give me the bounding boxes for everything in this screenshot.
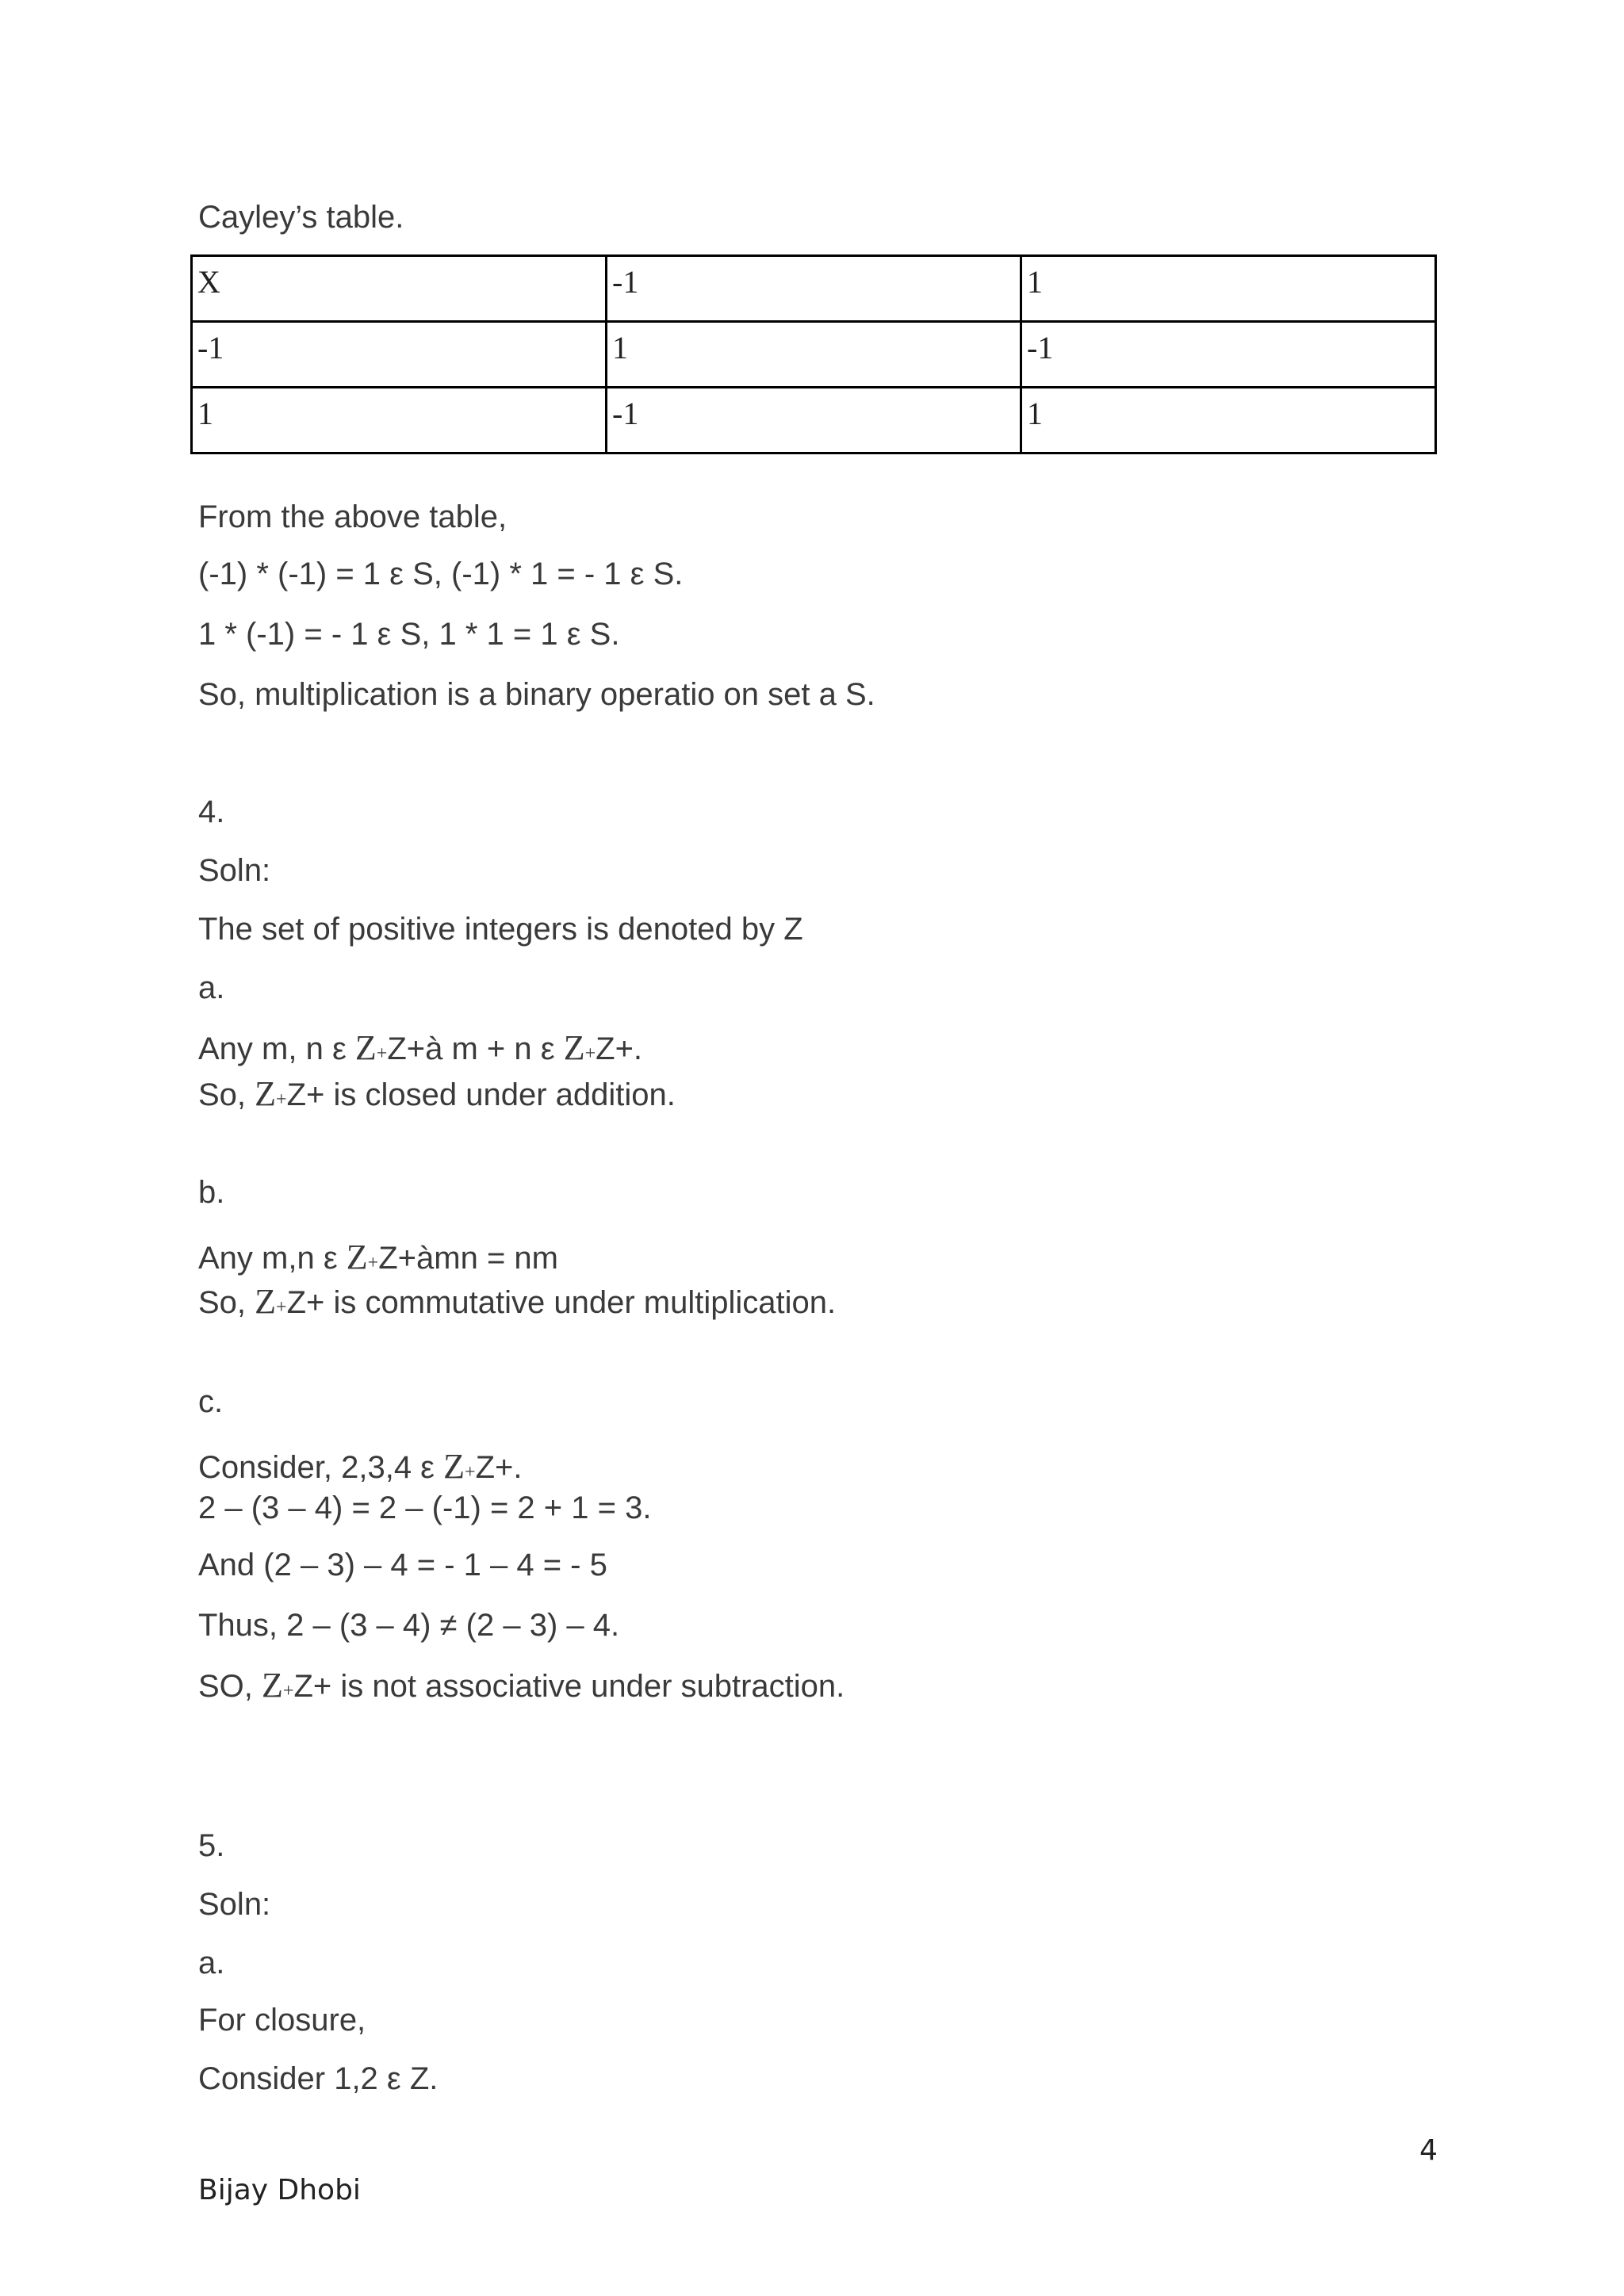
z-subscript: + bbox=[276, 1089, 287, 1110]
z-subscript: + bbox=[367, 1253, 379, 1273]
q4-b-label: b. bbox=[198, 1175, 225, 1210]
table-row bbox=[192, 322, 1436, 388]
text-segment: Z+. bbox=[475, 1450, 523, 1485]
table-cell: -1 bbox=[192, 322, 607, 388]
text-segment: Z+àmn = nm bbox=[378, 1241, 558, 1276]
q5-number: 5. bbox=[198, 1828, 225, 1863]
z-symbol: Z bbox=[262, 1666, 283, 1705]
q4-b-line2 bbox=[198, 1283, 836, 1326]
q4-statement: The set of positive integers is denoted by Z bbox=[198, 912, 803, 947]
table-cell: -1 bbox=[607, 388, 1021, 453]
cayley-table bbox=[190, 254, 1437, 454]
table-cell: 1 bbox=[1021, 388, 1436, 453]
z-symbol: Z bbox=[563, 1028, 585, 1067]
text-segment: So, bbox=[198, 1285, 255, 1320]
table-row bbox=[192, 256, 1436, 322]
q4-c-label: c. bbox=[198, 1384, 224, 1419]
table-cell: -1 bbox=[607, 256, 1021, 322]
q3-line1: (-1) * (-1) = 1 ε S, (-1) * 1 = - 1 ε S. bbox=[198, 557, 684, 591]
z-subscript: + bbox=[276, 1297, 287, 1318]
text-segment: Any m, n ε bbox=[198, 1031, 355, 1066]
q5-consider: Consider 1,2 ε Z. bbox=[198, 2061, 439, 2096]
z-subscript: + bbox=[376, 1043, 388, 1064]
text-segment: Consider, 2,3,4 ε bbox=[198, 1450, 444, 1485]
q5-a-label: a. bbox=[198, 1946, 225, 1980]
table-cell: 1 bbox=[1021, 256, 1436, 322]
q4-c-line1 bbox=[198, 1448, 522, 1491]
z-subscript: + bbox=[282, 1681, 294, 1701]
q4-a-line2 bbox=[198, 1075, 676, 1119]
q3-intro: From the above table, bbox=[198, 499, 508, 534]
q3-conclusion: So, multiplication is a binary operatio on set a S. bbox=[198, 677, 875, 712]
q4-c-line3: And (2 – 3) – 4 = - 1 – 4 = - 5 bbox=[198, 1548, 607, 1582]
z-symbol: Z bbox=[255, 1282, 277, 1321]
q3-line2: 1 * (-1) = - 1 ε S, 1 * 1 = 1 ε S. bbox=[198, 617, 620, 652]
table-cell: 1 bbox=[607, 322, 1021, 388]
q4-soln: Soln: bbox=[198, 853, 271, 888]
q5-soln: Soln: bbox=[198, 1887, 271, 1922]
z-symbol: Z bbox=[443, 1447, 465, 1486]
table-cell: 1 bbox=[192, 388, 607, 453]
q4-a-line1 bbox=[198, 1029, 642, 1073]
q5-closure: For closure, bbox=[198, 2003, 366, 2038]
page-number: 4 bbox=[1419, 2134, 1438, 2167]
z-symbol: Z bbox=[255, 1074, 277, 1113]
q4-c-line5 bbox=[198, 1667, 845, 1710]
table-row bbox=[192, 388, 1436, 453]
text-segment: Z+ is commutative under multiplication. bbox=[286, 1285, 837, 1320]
z-subscript: + bbox=[465, 1462, 476, 1483]
q4-c-line4: Thus, 2 – (3 – 4) ≠ (2 – 3) – 4. bbox=[198, 1608, 620, 1643]
text-segment: Z+ is closed under addition. bbox=[286, 1077, 676, 1112]
z-symbol: Z bbox=[354, 1028, 377, 1067]
q4-c-line2: 2 – (3 – 4) = 2 – (-1) = 2 + 1 = 3. bbox=[198, 1490, 652, 1525]
text-segment: Z+à m + n ε bbox=[387, 1031, 564, 1066]
q4-number: 4. bbox=[198, 794, 225, 829]
z-subscript: + bbox=[584, 1043, 596, 1064]
text-segment: So, bbox=[198, 1077, 255, 1112]
footer-author: Bijay Dhobi bbox=[198, 2174, 361, 2206]
text-segment: Z+ is not associative under subtraction. bbox=[293, 1669, 845, 1704]
z-symbol: Z bbox=[346, 1238, 368, 1276]
table-cell: X bbox=[192, 256, 607, 322]
q4-a-label: a. bbox=[198, 970, 225, 1005]
text-segment: Any m,n ε bbox=[198, 1241, 347, 1276]
text-segment: Z+. bbox=[596, 1031, 643, 1066]
table-caption: Cayley’s table. bbox=[198, 200, 404, 235]
table-cell: -1 bbox=[1021, 322, 1436, 388]
q4-b-line1 bbox=[198, 1238, 558, 1282]
text-segment: SO, bbox=[198, 1669, 262, 1704]
